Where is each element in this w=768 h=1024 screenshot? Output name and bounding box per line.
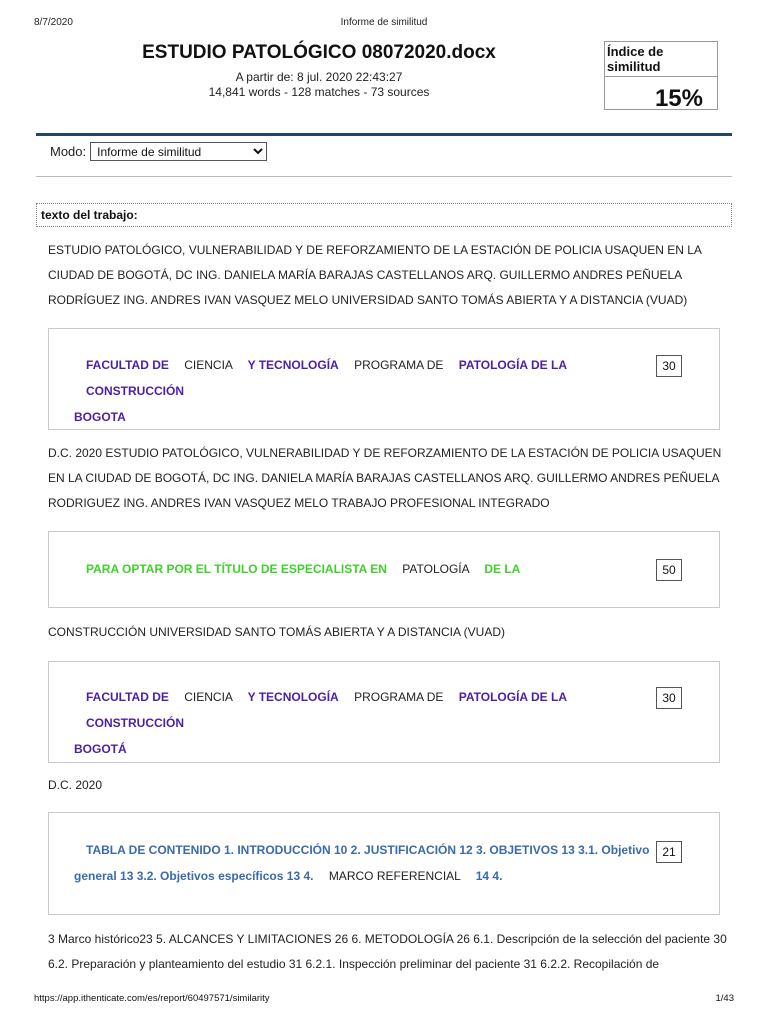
print-header <box>34 17 734 31</box>
header-divider <box>36 133 732 136</box>
document-date: A partir de: 8 jul. 2020 22:43:27 <box>235 70 403 84</box>
similarity-index-box <box>604 41 718 110</box>
report-url: https://app.ithenticate.com/es/report/60497571/similarity <box>34 993 270 1004</box>
paragraph: D.C. 2020 <box>48 778 103 792</box>
document-meta <box>80 70 558 100</box>
match-segment: PARA OPTAR POR EL TÍTULO DE ESPECIALISTA EN <box>86 562 387 576</box>
similarity-value: 15% <box>654 85 703 112</box>
plain-segment: PATOLOGÍA <box>402 562 469 576</box>
match-segment: general 13 3.2. Objetivos específicos 13 4. <box>74 869 314 883</box>
document-title: ESTUDIO PATOLÓGICO 08072020.docx <box>142 42 496 63</box>
match-block[interactable] <box>48 328 720 430</box>
print-title: Informe de similitud <box>340 17 428 28</box>
match-segment: TABLA DE CONTENIDO 1. INTRODUCCIÓN 10 2. JUSTIFICACIÓN 12 3. OBJETIVOS 13 3.1. Objetivo <box>86 843 650 857</box>
plain-segment: CIENCIA <box>184 358 233 372</box>
match-text <box>74 352 654 430</box>
similarity-label: Índice de similitud <box>605 42 717 77</box>
mode-label: Modo: <box>50 144 87 159</box>
match-segment: FACULTAD DE <box>86 358 169 372</box>
match-block[interactable] <box>48 812 720 915</box>
match-segment: BOGOTA <box>74 410 126 424</box>
match-segment: Y TECNOLOGÍA <box>247 690 339 704</box>
match-segment: PATOLOGÍA DE LA CONSTRUCCIÓN <box>86 690 567 730</box>
paragraph: CONSTRUCCIÓN UNIVERSIDAD SANTO TOMÁS ABIERTA Y A DISTANCIA (VUAD) <box>48 625 505 639</box>
match-segment: BOGOTÁ <box>74 742 127 756</box>
match-segment: 14 4. <box>475 869 503 883</box>
mode-select[interactable] <box>90 142 267 161</box>
paragraph: D.C. 2020 ESTUDIO PATOLÓGICO, VULNERABILIDAD Y DE REFORZAMIENTO DE LA ESTACIÓN DE POLICIA USAQUEN EN LA CIUDAD DE BOGOTÁ, DC ING. DANIELA MARÍA BARAJAS CASTELLANOS ARQ. GUILLERMO ANDRES PEÑUELA RODRIGUEZ ING. ANDRES IVAN VASQUEZ MELO TRABAJO PROFESIONAL INTEGRADO <box>48 446 722 510</box>
match-segment: DE LA <box>484 562 521 576</box>
page-number: 1/43 <box>715 993 734 1004</box>
match-text <box>74 556 654 582</box>
match-segment: FACULTAD DE <box>86 690 169 704</box>
match-block[interactable] <box>48 531 720 608</box>
mode-selector <box>50 142 267 161</box>
print-date: 8/7/2020 <box>34 17 73 28</box>
mode-divider <box>36 176 732 177</box>
plain-segment: PROGRAMA DE <box>354 358 444 372</box>
source-number-badge[interactable]: 21 <box>656 841 682 863</box>
plain-segment: CIENCIA <box>184 690 233 704</box>
match-block[interactable] <box>48 661 720 763</box>
source-number-badge[interactable]: 30 <box>656 355 682 377</box>
paragraph: ESTUDIO PATOLÓGICO, VULNERABILIDAD Y DE REFORZAMIENTO DE LA ESTACIÓN DE POLICIA USAQUEN EN LA CIUDAD DE BOGOTÁ, DC ING. DANIELA MARÍA BARAJAS CASTELLANOS ARQ. GUILLERMO ANDRES PEÑUELA RODRÍGUEZ ING. ANDRES IVAN VASQUEZ MELO UNIVERSIDAD SANTO TOMÁS ABIERTA Y A DISTANCIA (VUAD) <box>48 243 702 307</box>
text-section-header: texto del trabajo: <box>36 203 732 227</box>
source-number-badge[interactable]: 30 <box>656 687 682 709</box>
match-text <box>74 684 654 762</box>
plain-segment: PROGRAMA DE <box>354 690 444 704</box>
match-segment: Y TECNOLOGÍA <box>247 358 339 372</box>
source-number-badge[interactable]: 50 <box>656 559 682 581</box>
document-stats: 14,841 words - 128 matches - 73 sources <box>208 85 430 99</box>
paragraph: 3 Marco histórico23 5. ALCANCES Y LIMITACIONES 26 6. METODOLOGÍA 26 6.1. Descripción de la selección del paciente 30 6.2. Preparación y planteamiento del estudio 31 6.2.1. Inspección preliminar del paciente 31 6.2.2. Recopilación de <box>48 932 727 971</box>
match-text <box>74 837 654 889</box>
plain-segment: MARCO REFERENCIAL <box>328 869 461 883</box>
match-segment: PATOLOGÍA DE LA CONSTRUCCIÓN <box>86 358 567 398</box>
